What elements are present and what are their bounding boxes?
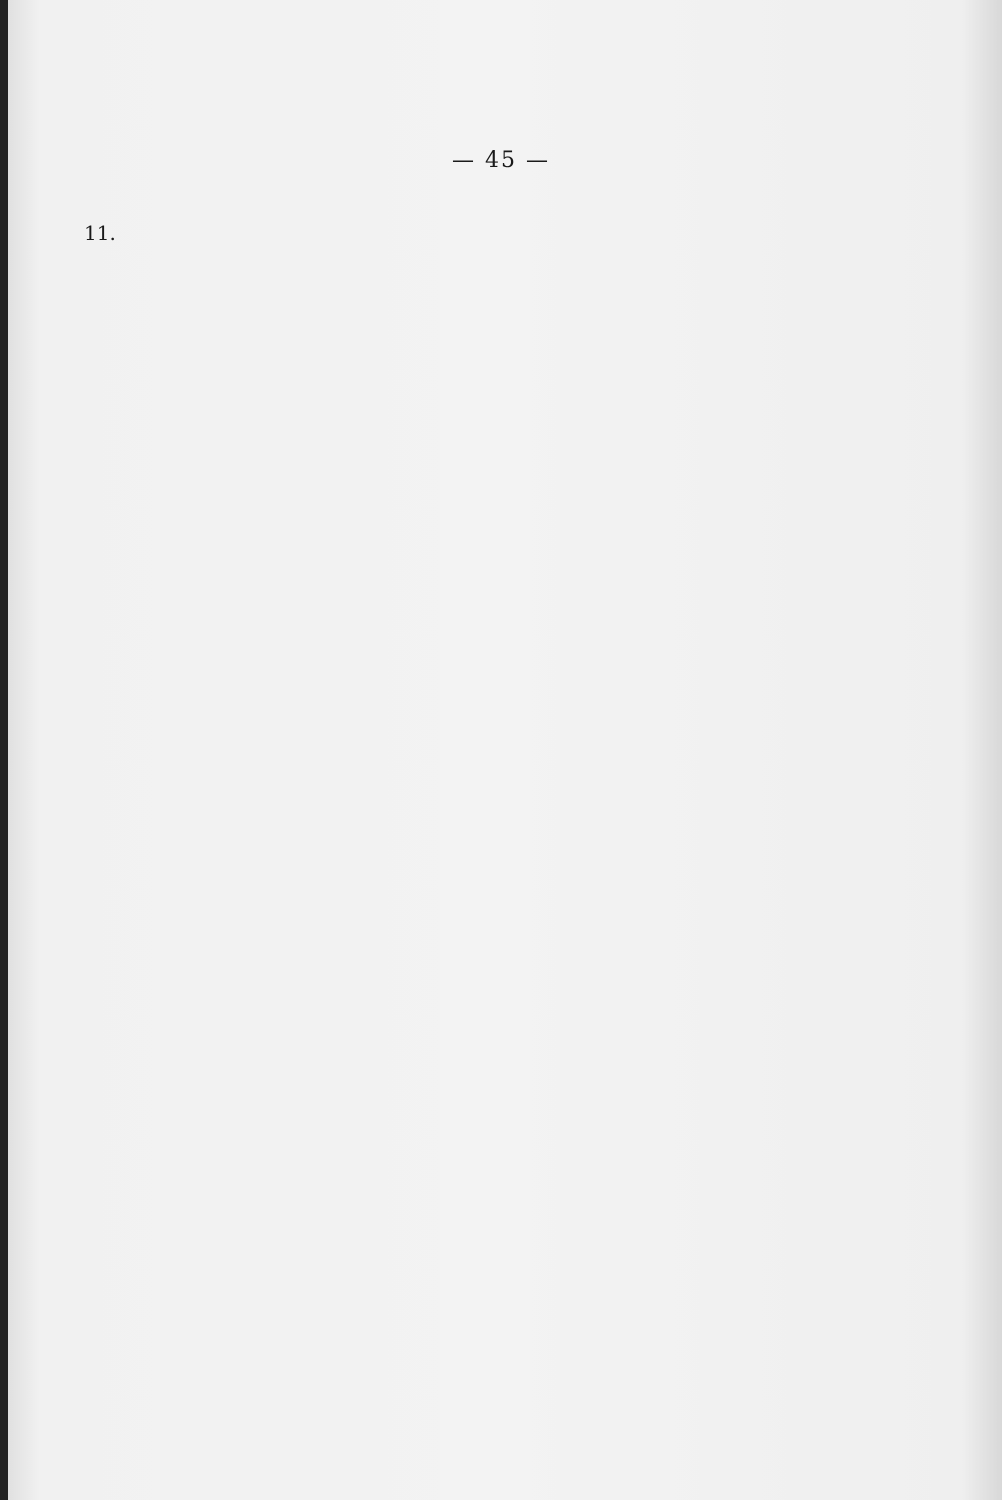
page-binding-edge [0, 0, 8, 1500]
page-number: — 45 — [452, 148, 550, 173]
section-number: 11. [84, 221, 116, 245]
page-body [84, 198, 884, 265]
section-heading [84, 218, 884, 249]
